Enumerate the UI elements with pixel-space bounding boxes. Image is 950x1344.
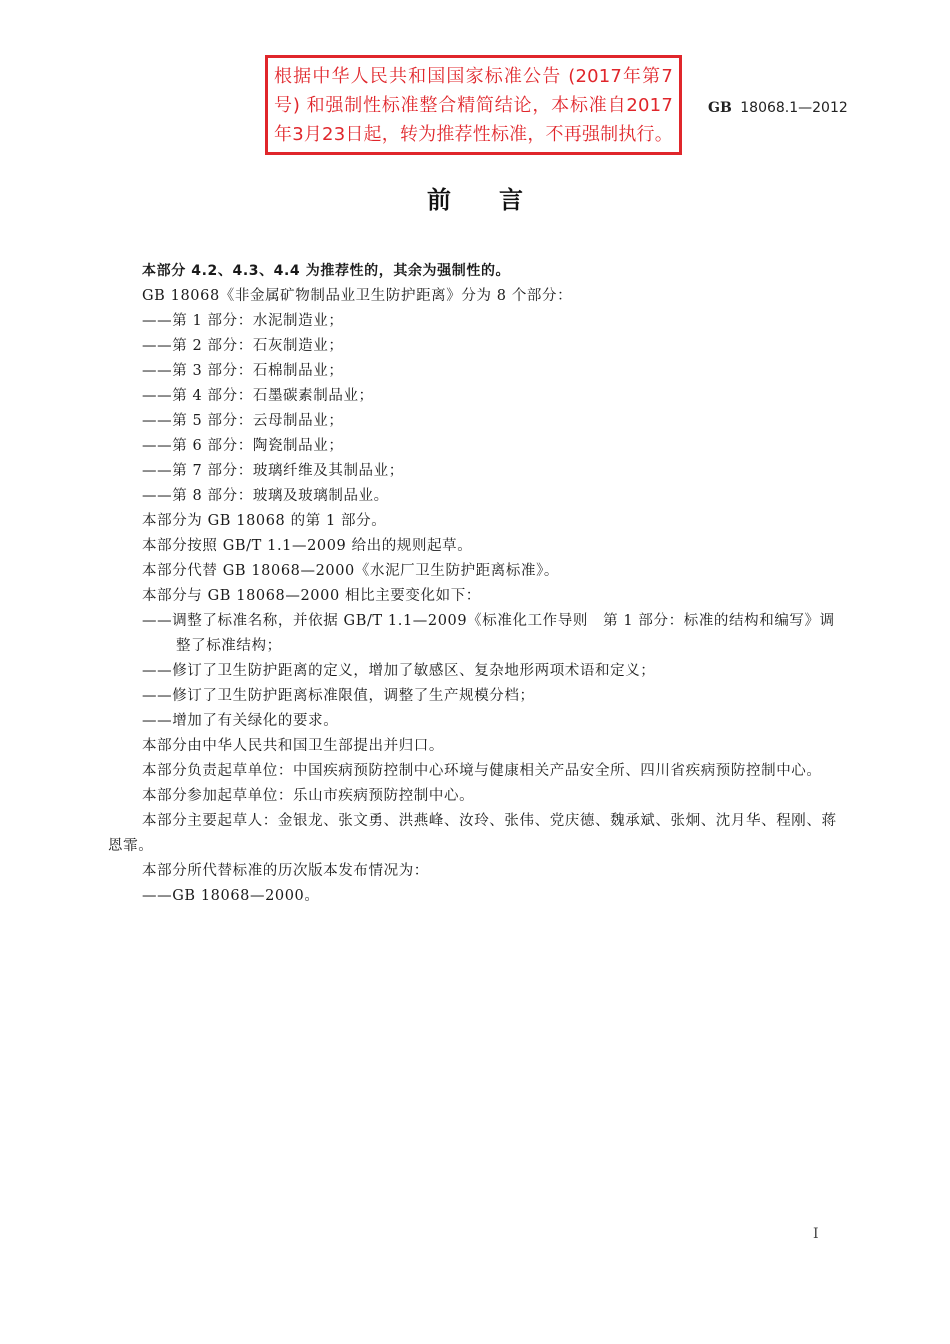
part1-statement: 本部分为 GB 18068 的第 1 部分。 <box>142 513 387 529</box>
list-item: ——第 1 部分：水泥制造业； <box>142 313 344 329</box>
participating-unit: 本部分参加起草单位：乐山市疾病预防控制中心。 <box>142 788 475 804</box>
drafting-rule: 本部分按照 GB/T 1.1—2009 给出的规则起草。 <box>142 538 473 554</box>
list-item: ——修订了卫生防护距离的定义，增加了敏感区、复杂地形两项术语和定义； <box>142 663 656 679</box>
drafting-unit: 本部分负责起草单位：中国疾病预防控制中心环境与健康相关产品安全所、四川省疾病预防控制中心。 <box>142 763 822 779</box>
notice-stamp <box>265 55 682 155</box>
list-item: ——第 4 部分：石墨碳素制品业； <box>142 388 374 404</box>
list-item: ——第 5 部分：云母制品业； <box>142 413 344 429</box>
list-item: ——调整了标准名称，并依据 GB/T 1.1—2009《标准化工作导则 第 1 部分：标准的结构和编写》调整了标准结构； <box>142 613 835 654</box>
list-item: ——第 2 部分：石灰制造业； <box>142 338 344 354</box>
notice-text: 根据中华人民共和国国家标准公告 (2017年第7号) 和强制性标准整合精简结论，本标准自2017年3月23日起，转为推荐性标准，不再强制执行。 <box>274 66 673 145</box>
parts-intro: GB 18068《非金属矿物制品业卫生防护距离》分为 8 个部分： <box>142 288 573 304</box>
list-item: ——第 8 部分：玻璃及玻璃制品业。 <box>142 488 389 504</box>
proposed-by: 本部分由中华人民共和国卫生部提出并归口。 <box>142 738 444 754</box>
page-number: I <box>813 1226 819 1242</box>
replaces-statement: 本部分代替 GB 18068—2000《水泥厂卫生防护距离标准》。 <box>142 563 560 579</box>
list-item: ——修订了卫生防护距离标准限值，调整了生产规模分档； <box>142 688 535 704</box>
standard-number: 18068.1—2012 <box>740 100 848 116</box>
list-item: ——第 6 部分：陶瓷制品业； <box>142 438 344 454</box>
page-title: 前言 <box>427 186 571 214</box>
list-item: ——GB 18068—2000。 <box>142 888 320 904</box>
standard-code <box>708 100 848 116</box>
standard-prefix: GB <box>708 100 732 116</box>
drafters: 本部分主要起草人：金银龙、张文勇、洪燕峰、汝玲、张伟、党庆德、魏承斌、张炯、沈月华、程刚、蒋恩霏。 <box>108 813 837 854</box>
foreword-body <box>108 259 848 909</box>
list-item: ——第 3 部分：石棉制品业； <box>142 363 344 379</box>
changes-intro: 本部分与 GB 18068—2000 相比主要变化如下： <box>142 588 481 604</box>
list-item: ——第 7 部分：玻璃纤维及其制品业； <box>142 463 404 479</box>
list-item: ——增加了有关绿化的要求。 <box>142 713 339 729</box>
history-intro: 本部分所代替标准的历次版本发布情况为： <box>142 863 429 879</box>
scope-note: 本部分 4.2、4.3、4.4 为推荐性的，其余为强制性的。 <box>142 263 511 279</box>
